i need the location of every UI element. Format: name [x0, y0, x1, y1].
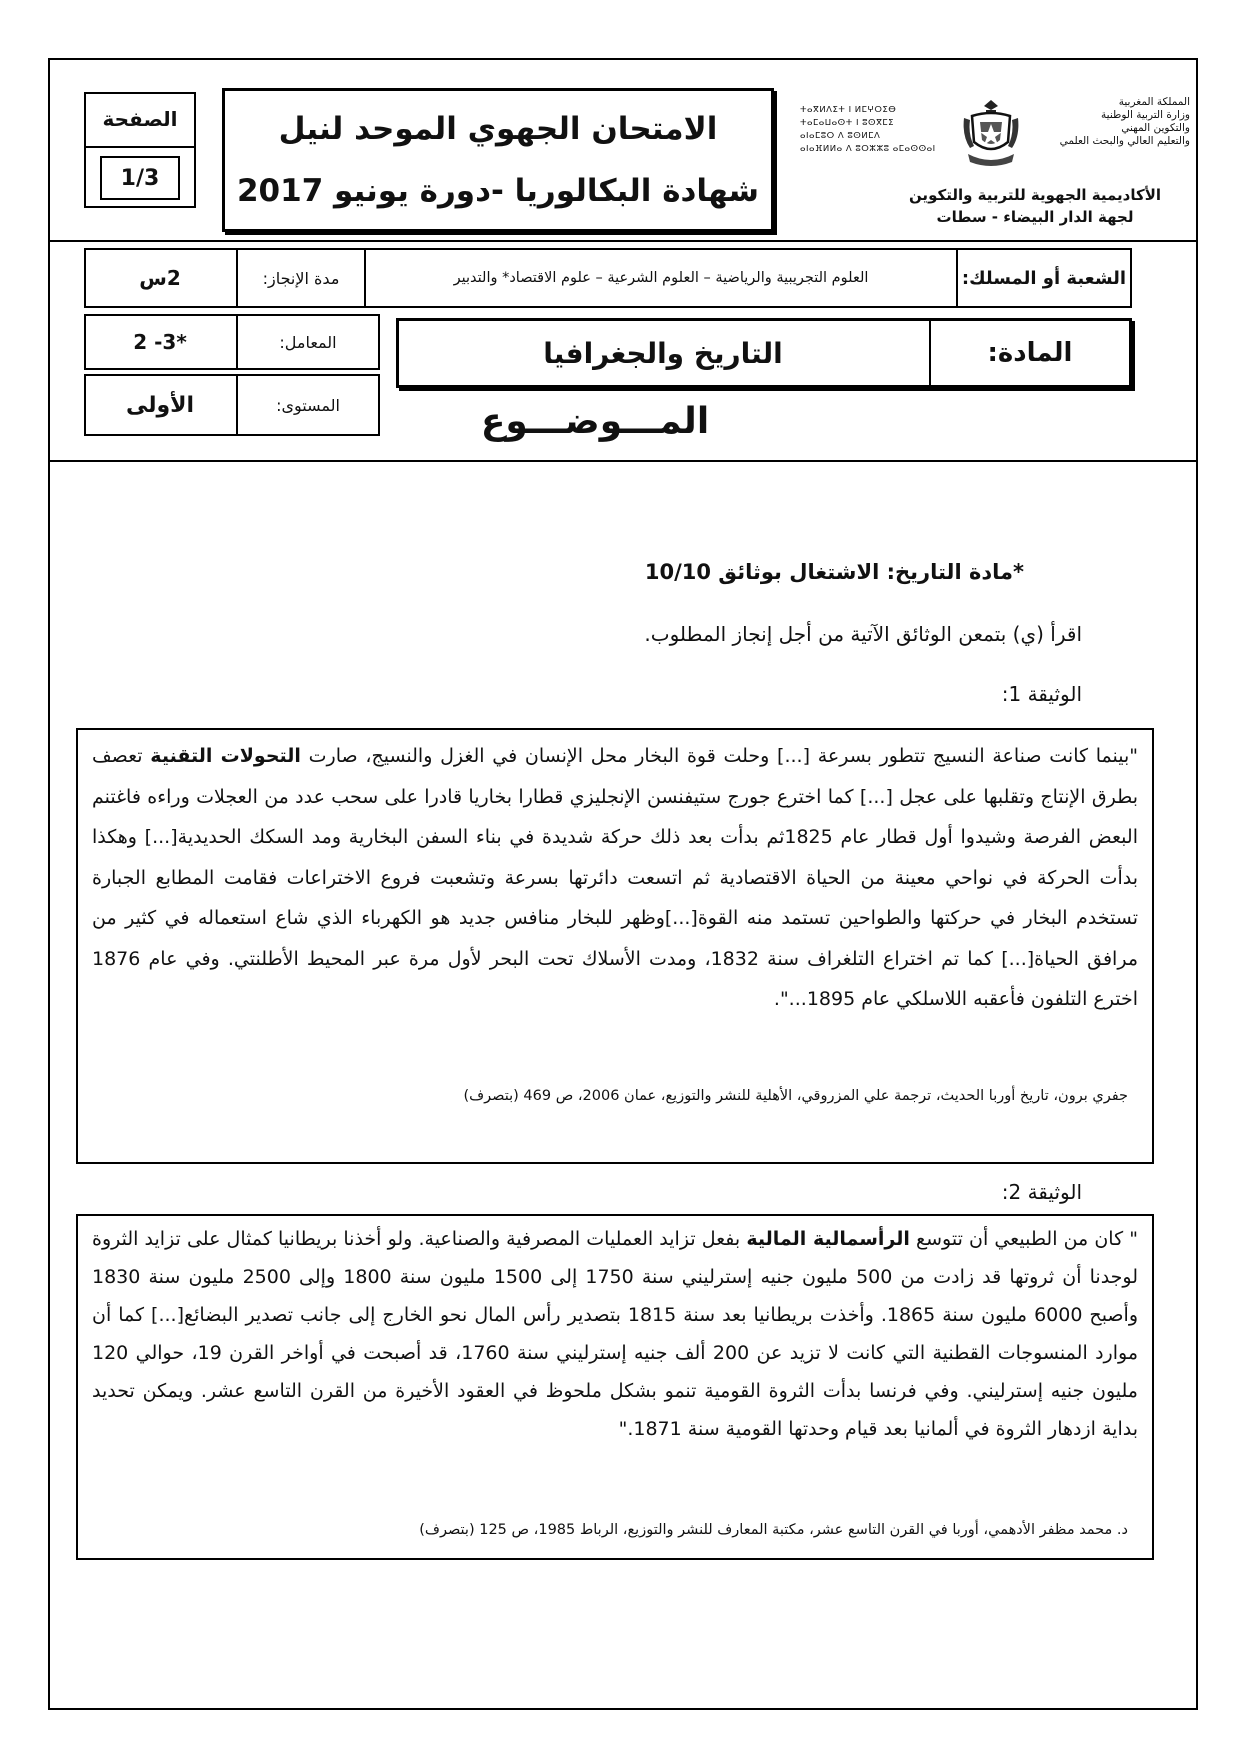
duration-value: 2س	[139, 266, 181, 290]
document-1-text-start: "بينما كانت صناعة النسيج تتطور بسرعة [...] وحلت قوة البخار محل الإنسان في الغزل والنسيج، صارت	[300, 745, 1138, 767]
subject-label: المادة:	[987, 338, 1073, 368]
track-value: العلوم التجريبية والرياضية – العلوم الشرعية – علوم الاقتصاد* والتدبير	[453, 270, 869, 286]
ministry-line: وزارة التربية الوطنية	[1101, 109, 1190, 121]
document-2-label: الوثيقة 2:	[1001, 1180, 1082, 1204]
coefficient-value: 2 -3*	[133, 330, 187, 354]
header-divider	[48, 240, 1198, 242]
level-label: المستوى:	[276, 395, 340, 415]
ministry-tifinagh	[800, 104, 960, 164]
academy-line1: الأكاديمية الجهوية للتربية والتكوين	[908, 186, 1162, 204]
tifinagh-line: ⴰⵏⴰⵎⵓⵔ ⴷ ⵓⵙⵍⵎⴷ	[800, 131, 881, 141]
academy-line2: لجهة الدار البيضاء - سطات	[936, 208, 1134, 226]
section-title: *مادة التاريخ: الاشتغال بوثائق 10/10	[644, 560, 1024, 584]
level-row	[84, 374, 380, 436]
document-2-text-start: " كان من الطبيعي أن تتوسع	[909, 1228, 1138, 1250]
tifinagh-line: ⴰⵏⴰⴼⵍⵍⴰ ⴷ ⵓⵔⵣⵣⵓ ⴰⵎⴰⵙⵙⴰⵏ	[800, 144, 936, 154]
coefficient-label: المعامل:	[279, 332, 337, 352]
document-2-source: د. محمد مظفر الأدهمي، أوربا في القرن التاسع عشر، مكتبة المعارف للنشر والتوزيع، الرباط 1985، ص 125 (بتصرف)	[419, 1522, 1128, 1538]
page-number: 1/3	[100, 156, 180, 200]
level-value: الأولى	[125, 392, 195, 418]
track-label: الشعبة أو المسلك:	[961, 267, 1127, 289]
document-1-box	[76, 728, 1154, 1164]
exam-title-box	[222, 88, 774, 232]
coat-of-arms-logo	[960, 96, 1022, 170]
page-number-box	[84, 92, 196, 208]
document-2-text	[92, 1220, 1138, 1510]
document-1-source: جفري برون، تاريخ أوربا الحديث، ترجمة علي المزروقي، الأهلية للنشر والتوزيع، عمان 2006، ص 469 (بتصرف)	[463, 1088, 1128, 1104]
track-row	[362, 248, 1132, 308]
exam-title-line2: شهادة البكالوريا -دورة يونيو 2017	[236, 173, 760, 209]
ministry-line: المملكة المغربية	[1118, 96, 1190, 108]
ministry-line: والتعليم العالي والبحث العلمي	[1059, 135, 1190, 147]
exam-title-line1: الامتحان الجهوي الموحد لنيل	[278, 111, 718, 147]
instruction: اقرأ (ي) بتمعن الوثائق الآتية من أجل إنجاز المطلوب.	[644, 622, 1082, 646]
document-1-label: الوثيقة 1:	[1001, 682, 1082, 706]
tifinagh-line: ⵜⴰⵎⴰⵡⴰⵙⵜ ⵏ ⵓⵙⴳⵎⵉ	[800, 118, 895, 128]
document-2-highlight: الرأسمالية المالية	[746, 1228, 910, 1250]
coat-of-arms-icon	[960, 96, 1022, 170]
subject-box	[396, 318, 1132, 388]
document-2-box	[76, 1214, 1154, 1560]
duration-row	[84, 248, 366, 308]
duration-label: مدة الإنجاز:	[262, 268, 340, 288]
ministry-line: والتكوين المهني	[1121, 122, 1190, 134]
page-label: الصفحة	[102, 107, 178, 131]
document-2-text-end: بفعل تزايد العمليات المصرفية والصناعية. ولو أخذنا بريطانيا كمثال على تزايد الثروة لوجدنا أن ثروتها قد زادت من 500 مليون جنيه إسترليني سنة 1750 إلى 1500 مليون سنة 1800 وإلى 2500 مليون سنة 1830 وأصبح 6000 مليون سنة 1865. وأخذت بريطانيا بعد سنة 1815 بتصدير رأس المال نحو الخارج إلى جانب تصدير البضائع[...] كما أن موارد المنسوجات القطنية التي كانت لا تزيد عن 200 ألف جنيه إسترليني سنة 1760، قد أصبحت في أواخر القرن 19، حوالي 120 مليون جنيه إسترليني. وفي فرنسا بدأت الثروة القومية تنمو بشكل ملحوظ في العقود الأخيرة من القرن التاسع عشر. ويمكن تحديد بداية ازدهار الثروة في ألمانيا بعد قيام وحدتها القومية سنة 1871."	[92, 1228, 1139, 1440]
tifinagh-line: ⵜⴰⴳⵍⴷⵉⵜ ⵏ ⵍⵎⵖⵔⵉⴱ	[800, 105, 897, 115]
topic-title: المـــوضـــوع	[480, 400, 710, 442]
section-divider	[48, 460, 1198, 462]
ministry-arabic	[1040, 96, 1190, 162]
subject-value: التاريخ والجغرافيا	[543, 336, 783, 370]
document-1-text-end: تعصف بطرق الإنتاج وتقلبها على عجل [...] كما اخترع جورج ستيفنسن الإنجليزي قطارا بخاريا قادرا على سحب عدد من العجلات وراءه فاغتنم البعض الفرصة وشيدوا أول قطار عام 1825ثم بدأت بعد ذلك حركة شديدة في بناء السفن البخارية ومد السكك الحديدية[...] وهكذا بدأت الحركة في نواحي معينة من الحياة الاقتصادية ثم اتسعت دائرتها بسرعة وتشعبت فروع الاختراعات فقامت المطابع الجبارة تستخدم البخار في حركتها والطواحين تستمد منه القوة[...]وظهر للبخار منافس جديد هو الكهرباء الذي شاع استعماله في كثير من مرافق الحياة[...] كما تم اختراع التلغراف سنة 1832، ومدت الأسلاك تحت البحر لأول مرة عبر المحيط الأطلنتي. وفي عام 1876 اخترع التلفون فأعقبه اللاسلكي عام 1895...".	[92, 745, 1138, 1010]
document-1-highlight: التحولات التقنية	[150, 745, 301, 767]
coefficient-row	[84, 314, 380, 370]
document-1-text	[92, 736, 1138, 1066]
